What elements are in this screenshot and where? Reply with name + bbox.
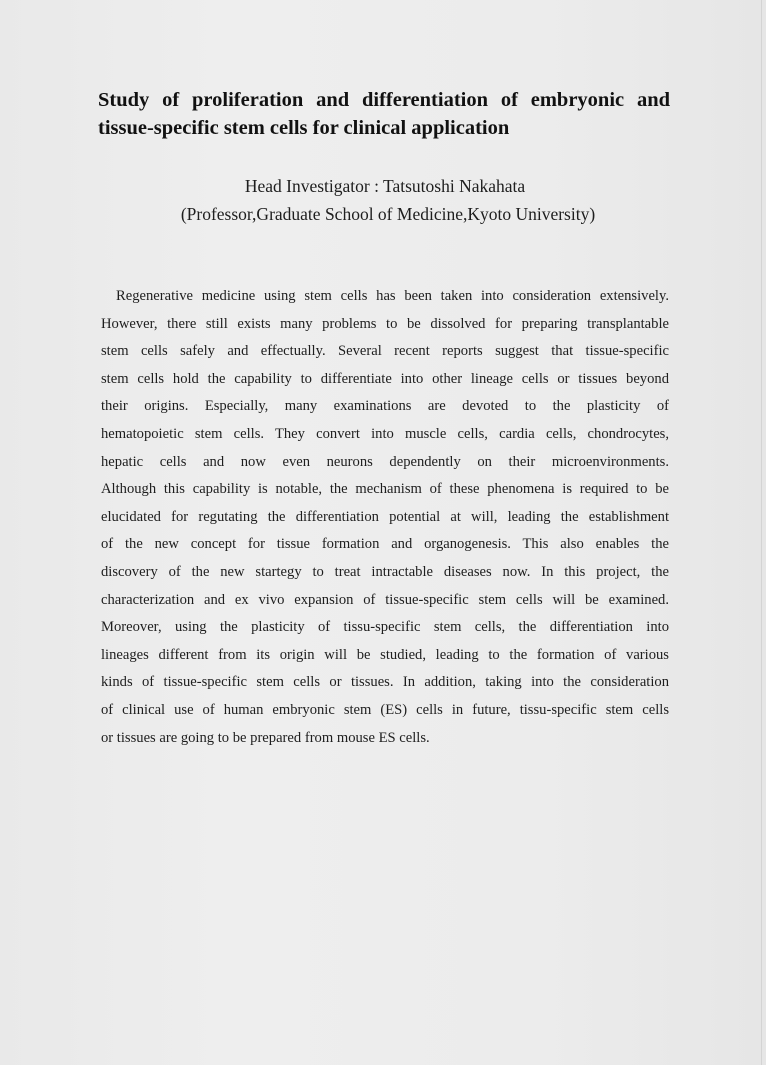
abstract-line: Although this capability is notable, the mechanism of these phenomena is required to be [101, 481, 669, 498]
investigator-block [0, 172, 766, 228]
head-investigator: Head Investigator : Tatsutoshi Nakahata [244, 176, 526, 196]
scan-edge-line [761, 0, 762, 1065]
document-title [98, 86, 670, 142]
abstract-body [101, 283, 669, 752]
abstract-line: or tissues are going to be prepared from mouse ES cells. [101, 729, 430, 746]
abstract-line: characterization and ex vivo expansion of tissue-specific stem cells will be examined. [101, 591, 669, 608]
abstract-line: elucidated for regutating the differentiation potential at will, leading the establishment [101, 508, 669, 525]
abstract-line: hematopoietic stem cells. They convert into muscle cells, cardia cells, chondrocytes, [101, 425, 669, 442]
investigator-affiliation: (Professor,Graduate School of Medicine,Kyoto University) [180, 204, 596, 224]
title-line-2: tissue-specific stem cells for clinical application [98, 117, 510, 139]
abstract-line: discovery of the new startegy to treat intractable diseases now. In this project, the [101, 563, 669, 580]
abstract-line: Moreover, using the plasticity of tissu-specific stem cells, the differentiation into [101, 619, 669, 636]
abstract-line: their origins. Especially, many examinations are devoted to the plasticity of [101, 398, 669, 415]
abstract-line: Regenerative medicine using stem cells has been taken into consideration extensively. [116, 288, 669, 304]
abstract-line: lineages different from its origin will be studied, leading to the formation of various [101, 646, 669, 663]
abstract-line: hepatic cells and now even neurons dependently on their microenvironments. [101, 453, 669, 470]
abstract-line: kinds of tissue-specific stem cells or tissues. In addition, taking into the consideration [101, 674, 669, 691]
abstract-line: However, there still exists many problems to be dissolved for preparing transplantable [101, 315, 669, 332]
abstract-line: stem cells hold the capability to differentiate into other lineage cells or tissues beyond [101, 370, 669, 387]
abstract-line: of the new concept for tissue formation and organogenesis. This also enables the [101, 536, 669, 553]
abstract-line: stem cells safely and effectually. Several recent reports suggest that tissue-specific [101, 343, 669, 360]
title-line-1: Study of proliferation and differentiation of embryonic and [98, 89, 670, 111]
abstract-line: of clinical use of human embryonic stem (ES) cells in future, tissu-specific stem cells [101, 701, 669, 718]
